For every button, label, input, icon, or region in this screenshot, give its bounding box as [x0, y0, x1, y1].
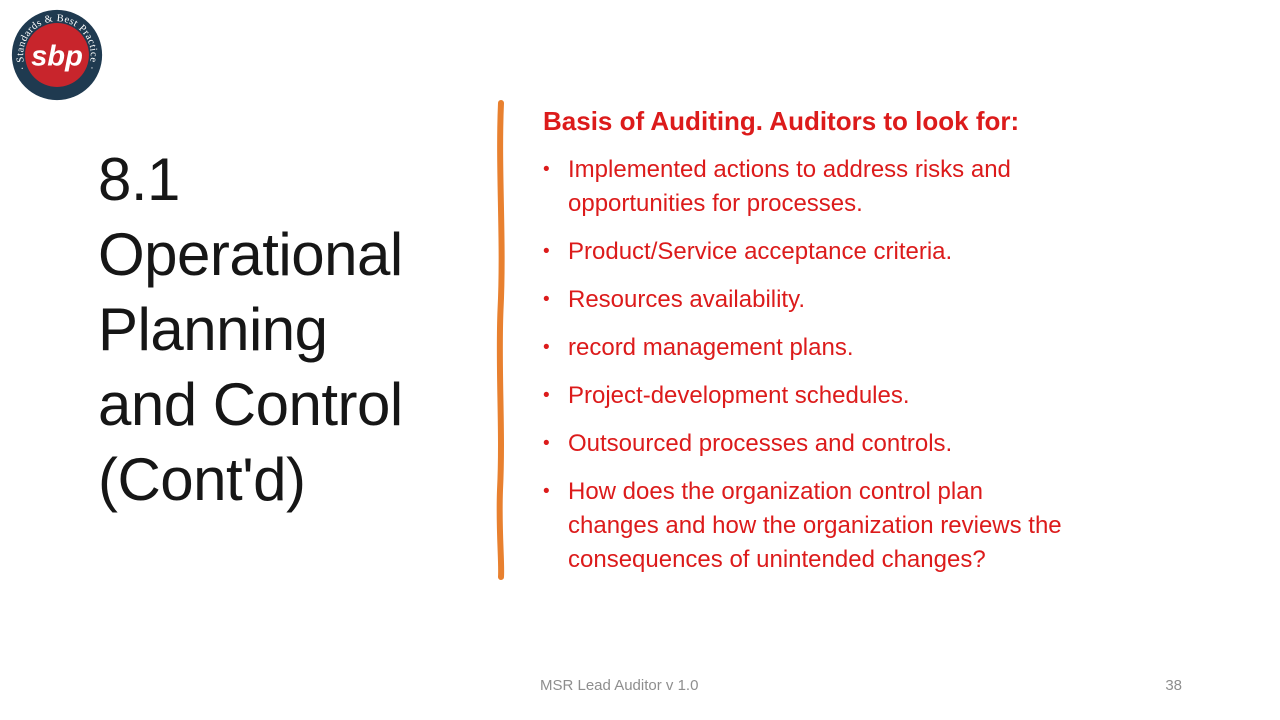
bullet-icon: •: [543, 241, 550, 262]
bullet-item: [543, 153, 1175, 221]
bullet-text: Implemented actions to address risks and opportunities for processes.: [568, 156, 1011, 217]
bullet-item: [543, 427, 1175, 461]
bullet-item: [543, 331, 1175, 365]
title-line: 8.1: [98, 146, 180, 213]
footer-text: MSR Lead Auditor v 1.0: [540, 677, 699, 694]
bullet-item: [543, 475, 1175, 577]
title-line: (Cont'd): [98, 446, 306, 513]
bullet-icon: •: [543, 337, 550, 358]
bullet-icon: •: [543, 433, 550, 454]
bullet-text: Resources availability.: [568, 286, 805, 313]
title-line: Planning: [98, 296, 328, 363]
bullet-item: [543, 379, 1175, 413]
bullet-text: Project-development schedules.: [568, 382, 910, 409]
bullet-icon: •: [543, 289, 550, 310]
bullet-list: [543, 153, 1175, 577]
page-number: 38: [1165, 677, 1182, 694]
bullet-item: [543, 235, 1175, 269]
title-line: Operational: [98, 221, 403, 288]
divider-line: [493, 100, 509, 580]
bullet-text: Product/Service acceptance criteria.: [568, 238, 953, 265]
bullet-item: [543, 283, 1175, 317]
title-line: and Control: [98, 371, 403, 438]
bullet-icon: •: [543, 159, 550, 180]
sbp-logo: [10, 8, 104, 102]
bullet-text: record management plans.: [568, 334, 854, 361]
sbp-logo-icon: [10, 8, 104, 102]
bullet-text: Outsourced processes and controls.: [568, 430, 953, 457]
logo-brand-text: sbp: [31, 40, 83, 73]
logo-ring-text: · Standards & Best Practice ·: [15, 13, 99, 72]
slide-title: [98, 142, 403, 517]
content-panel: [543, 104, 1175, 591]
bullet-text: How does the organization control plan changes and how the organization reviews the consequences of unintended changes?: [568, 478, 1062, 573]
bullet-icon: •: [543, 481, 550, 502]
content-heading: Basis of Auditing. Auditors to look for:: [543, 106, 1020, 136]
bullet-icon: •: [543, 385, 550, 406]
